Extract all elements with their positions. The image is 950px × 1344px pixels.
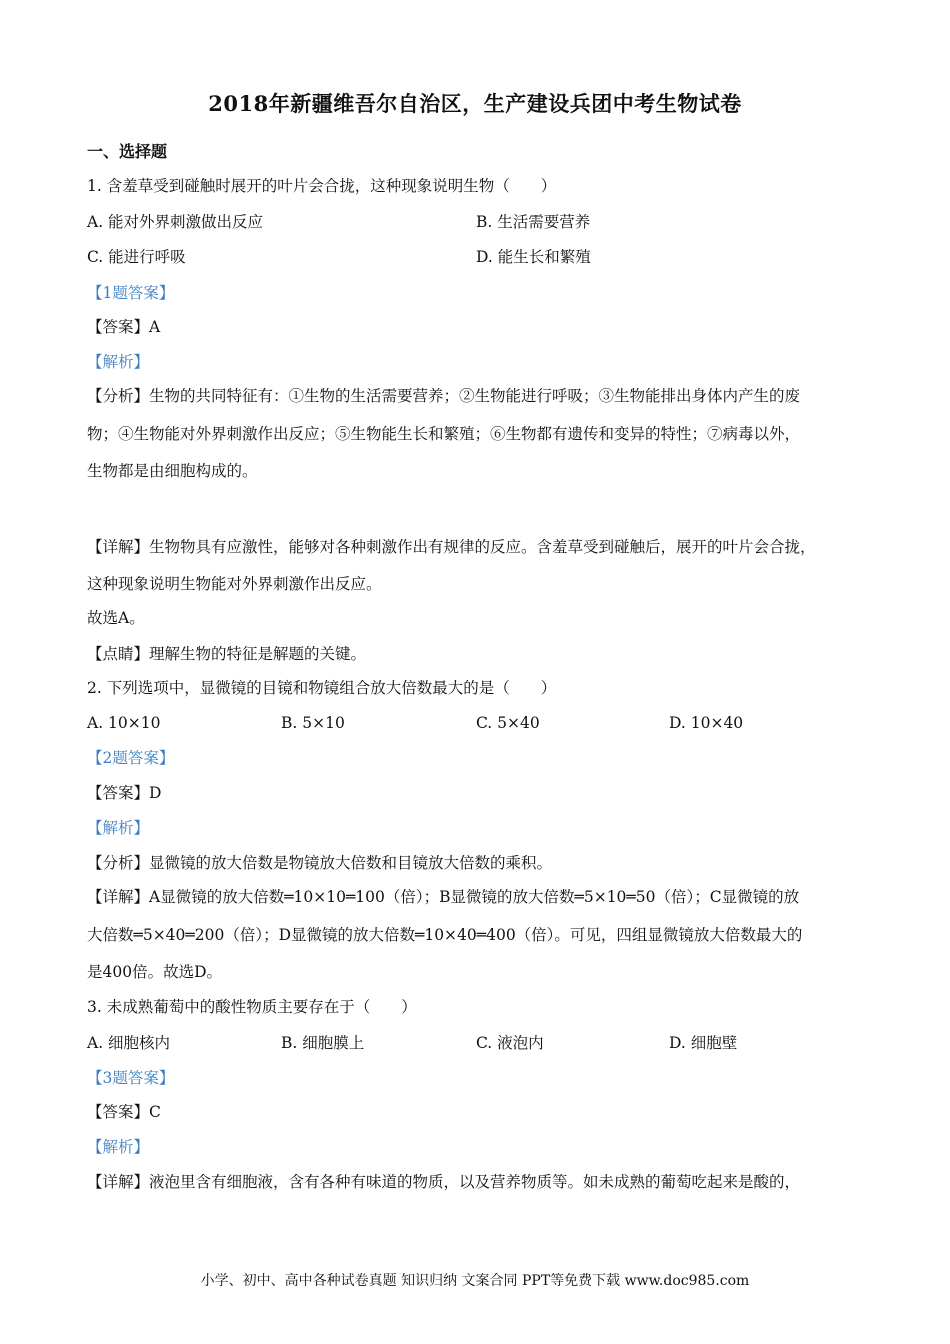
question-1-option-b: B. 生活需要营养 [476,213,591,231]
question-3-option-a: A. 细胞核内 [87,1034,171,1052]
question-3-analysis-heading: 【解析】 [87,1138,150,1156]
question-2-option-d: D. 10×40 [669,714,744,732]
question-1-fenxi-line-2: 物；④生物能对外界刺激作出反应；⑤生物能生长和繁殖；⑥生物都有遗传和变异的特性；⑦病毒以外， [87,425,801,443]
question-1-stem: 1. 含羞草受到碰触时展开的叶片会合拢，这种现象说明生物（ ） [87,177,557,195]
question-3-option-c: C. 液泡内 [476,1034,544,1052]
question-2-stem: 2. 下列选项中，显微镜的目镜和物镜组合放大倍数最大的是（ ） [87,679,557,697]
question-1-answer: 【答案】A [87,318,161,336]
question-3-option-b: B. 细胞膜上 [281,1034,365,1052]
question-2-answer-heading: 【2题答案】 [87,749,175,767]
question-1-option-c: C. 能进行呼吸 [87,248,186,266]
question-1-answer-heading: 【1题答案】 [87,284,175,302]
question-1-option-d: D. 能生长和繁殖 [476,248,591,266]
question-1-conclusion: 故选A。 [87,609,145,627]
question-2-answer: 【答案】D [87,784,162,802]
question-2-xiangjie-line-3: 是400倍。故选D。 [87,963,223,981]
question-3-xiangjie-line-1: 【详解】液泡里含有细胞液，含有各种有味道的物质，以及营养物质等。如未成熟的葡萄吃起来是酸的， [87,1173,801,1191]
question-1-xiangjie-line-2: 这种现象说明生物能对外界刺激作出反应。 [87,575,382,593]
document-title: 2018年新疆维吾尔自治区，生产建设兵团中考生物试卷 [208,91,742,116]
question-3-option-d: D. 细胞壁 [669,1034,738,1052]
question-1-dianjing: 【点睛】理解生物的特征是解题的关键。 [87,645,367,663]
question-2-xiangjie-line-2: 大倍数═5×40═200（倍）；D显微镜的放大倍数═10×40═400（倍）。可见，四组显微镜放大倍数最大的 [87,926,803,944]
question-3-stem: 3. 未成熟葡萄中的酸性物质主要存在于（ ） [87,998,417,1016]
question-2-option-b: B. 5×10 [281,714,345,732]
question-3-answer-heading: 【3题答案】 [87,1069,175,1087]
question-1-fenxi-line-1: 【分析】生物的共同特征有：①生物的生活需要营养；②生物能进行呼吸；③生物能排出身体内产生的废 [87,387,801,405]
question-1-fenxi-line-3: 生物都是由细胞构成的。 [87,462,258,480]
question-2-xiangjie-line-1: 【详解】A显微镜的放大倍数═10×10═100（倍）；B显微镜的放大倍数═5×10═50（倍）；C显微镜的放 [87,888,800,906]
question-1-analysis-heading: 【解析】 [87,353,150,371]
question-2-option-a: A. 10×10 [87,714,161,732]
question-2-option-c: C. 5×40 [476,714,540,732]
question-2-analysis-heading: 【解析】 [87,819,150,837]
section-heading: 一、选择题 [87,142,168,161]
page-footer: 小学、初中、高中各种试卷真题 知识归纳 文案合同 PPT等免费下载 www.doc985.com [200,1273,750,1289]
question-1-xiangjie-line-1: 【详解】生物物具有应激性，能够对各种刺激作出有规律的反应。含羞草受到碰触后，展开的叶片会合拢， [87,538,816,556]
question-3-answer: 【答案】C [87,1103,161,1121]
question-2-fenxi: 【分析】显微镜的放大倍数是物镜放大倍数和目镜放大倍数的乘积。 [87,854,553,872]
question-1-option-a: A. 能对外界刺激做出反应 [87,213,264,231]
